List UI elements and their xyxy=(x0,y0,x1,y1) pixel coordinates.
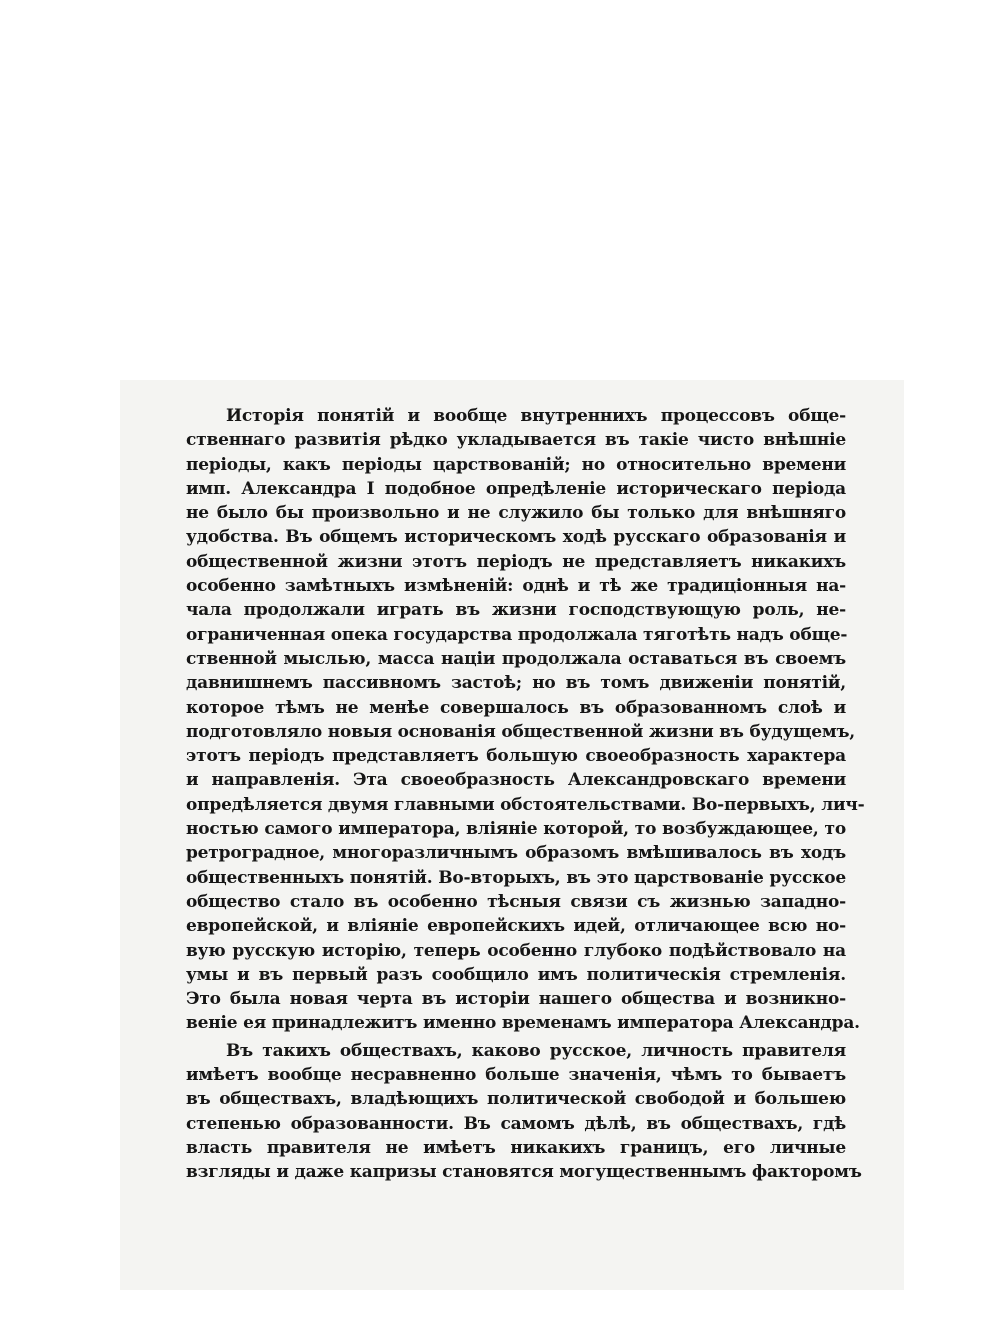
text-line: веніе ея принадлежитъ именно временамъ императора Александра. xyxy=(186,1013,860,1034)
text-line: и направленія. Эта своеобразность Александровскаго времени xyxy=(186,770,846,791)
text-line: умы и въ первый разъ сообщило имъ политическія стремленія. xyxy=(186,964,846,985)
text-line: вую русскую исторію, теперь особенно глубоко подѣйствовало на xyxy=(186,940,846,961)
text-line: имѣетъ вообще несравненно больше значенія, чѣмъ то бываетъ xyxy=(186,1065,846,1086)
paragraph-2 xyxy=(186,1039,862,1185)
text-line: удобства. Въ общемъ историческомъ ходѣ русскаго образованія и xyxy=(186,527,846,548)
paragraph-1 xyxy=(186,404,865,1036)
text-line: общество стало въ особенно тѣсныя связи съ жизнью западно- xyxy=(186,891,846,912)
text-line: давнишнемъ пассивномъ застоѣ; но въ томъ движеніи понятій, xyxy=(186,673,846,694)
text-line: ственнаго развитія рѣдко укладывается въ такіе чисто внѣшніе xyxy=(186,430,846,451)
text-line: особенно замѣтныхъ измѣненій: однѣ и тѣ же традиціонныя на- xyxy=(186,576,846,597)
text-line: ностью самого императора, вліяніе которой, то возбуждающее, то xyxy=(186,819,846,840)
text-line: имп. Александра I подобное опредѣленіе историческаго періода xyxy=(186,478,846,499)
text-line: ограниченная опека государства продолжала тяготѣть надъ обще- xyxy=(186,624,848,645)
text-line: европейской, и вліяніе европейскихъ идей, отличающее всю но- xyxy=(186,916,846,937)
text-line: чала продолжали играть въ жизни господствующую роль, не- xyxy=(186,600,846,621)
text-line: которое тѣмъ не менѣе совершалось въ образованномъ слоѣ и xyxy=(186,697,846,718)
text-line: взгляды и даже капризы становятся могущественнымъ факторомъ xyxy=(186,1162,862,1183)
text-line: степенью образованности. Въ самомъ дѣлѣ, въ обществахъ, гдѣ xyxy=(186,1113,846,1134)
page-text xyxy=(186,404,865,1185)
text-line: подготовляло новыя основанія общественной жизни въ будущемъ, xyxy=(186,721,856,742)
text-line: ственной мыслью, масса націи продолжала оставаться въ своемъ xyxy=(186,648,846,669)
text-line: Исторія понятій и вообще внутреннихъ процессовъ обще- xyxy=(226,406,846,426)
text-line: періоды, какъ періоды царствованій; но относительно времени xyxy=(186,454,846,475)
text-line: Въ такихъ обществахъ, каково русское, личность правителя xyxy=(226,1040,846,1061)
text-line: опредѣляется двумя главными обстоятельствами. Во-первыхъ, лич- xyxy=(186,794,865,815)
text-line: не было бы произвольно и не служило бы только для внѣшняго xyxy=(186,503,846,524)
text-line: общественной жизни этотъ періодъ не представляетъ никакихъ xyxy=(186,551,846,572)
text-line: этотъ періодъ представляетъ большую своеобразность характера xyxy=(186,746,846,767)
text-line: ретроградное, многоразличнымъ образомъ вмѣшивалось въ ходъ xyxy=(186,843,846,864)
text-line: Это была новая черта въ исторіи нашего общества и возникно- xyxy=(186,989,846,1010)
text-line: власть правителя не имѣетъ никакихъ границъ, его личные xyxy=(186,1137,846,1158)
text-line: въ обществахъ, владѣющихъ политической свободой и большею xyxy=(186,1089,846,1110)
text-line: общественныхъ понятій. Во-вторыхъ, въ это царствованіе русское xyxy=(186,867,846,888)
